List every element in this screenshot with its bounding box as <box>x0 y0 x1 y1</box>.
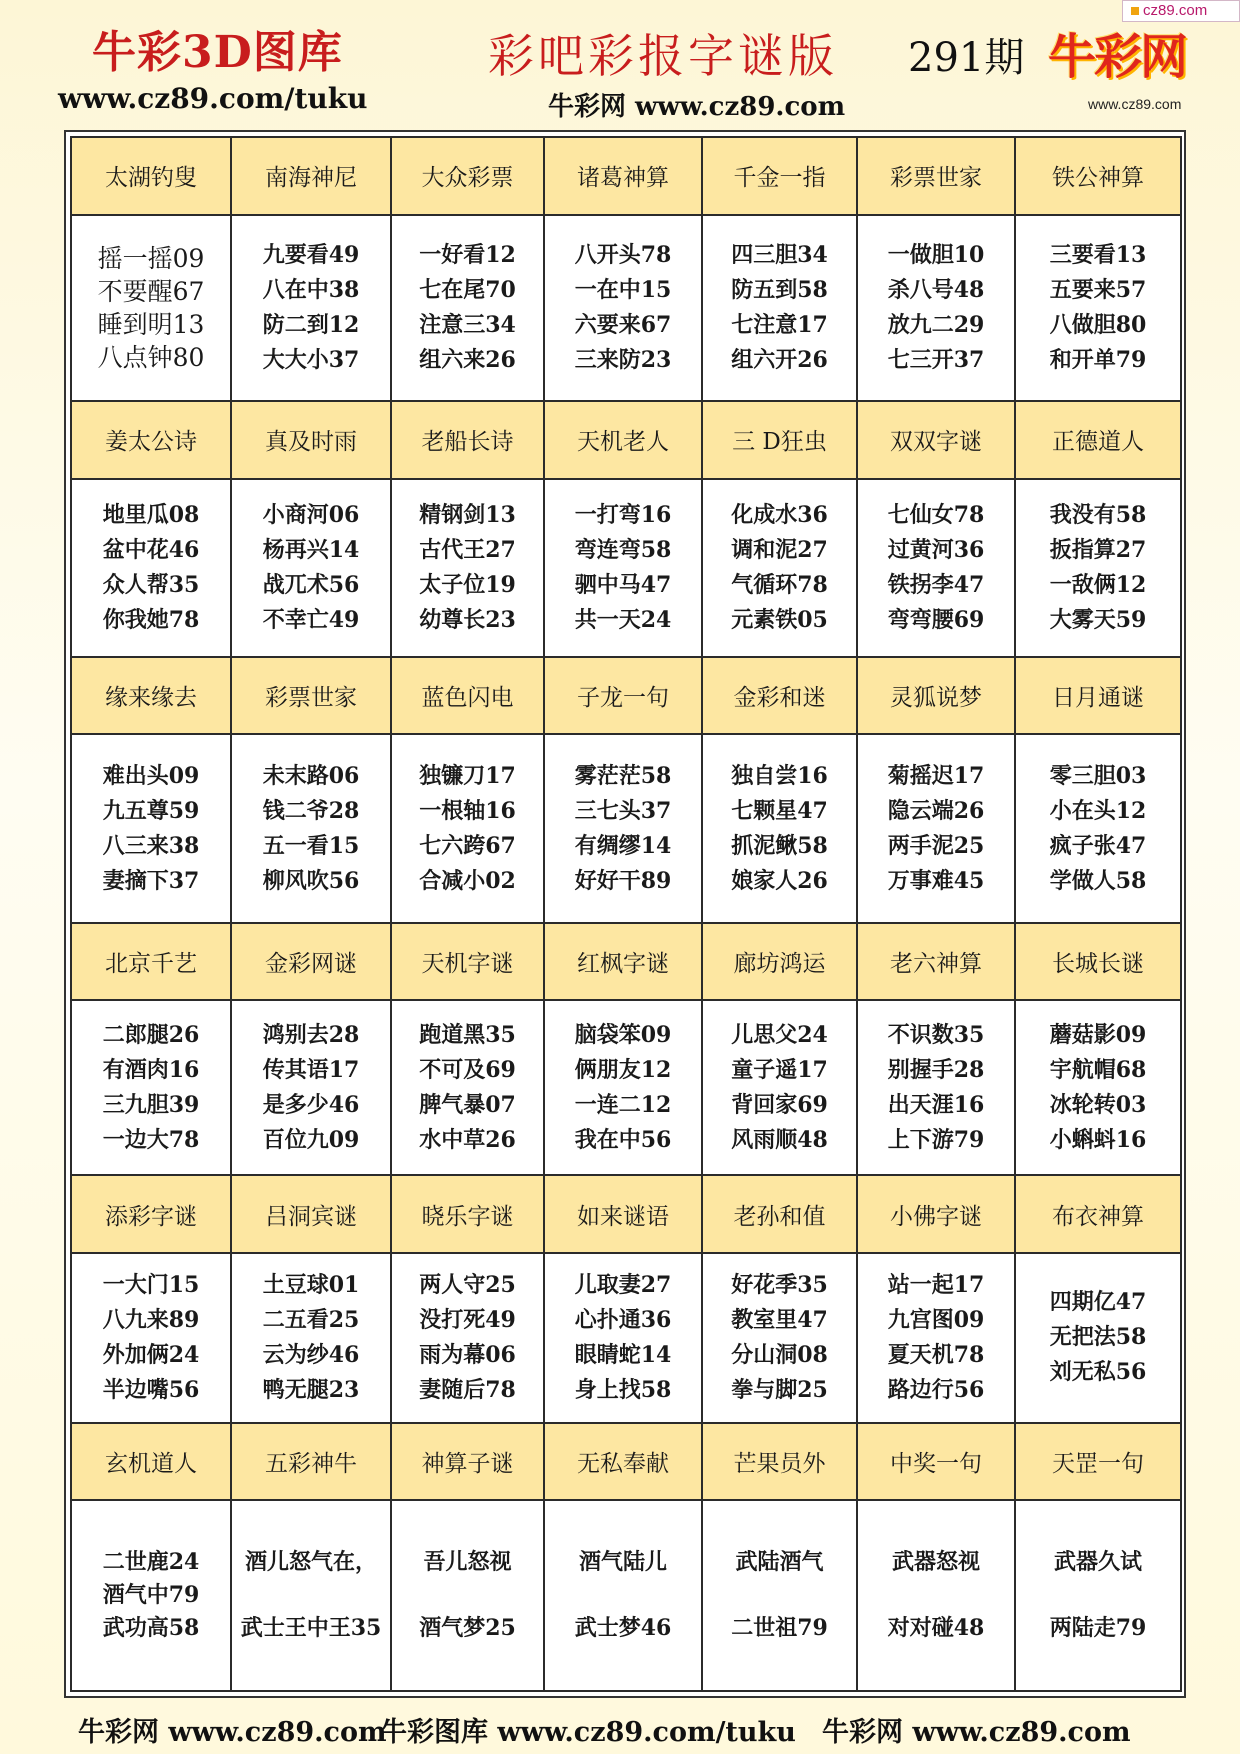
author-name-cell: 缘来缘去 <box>71 657 231 735</box>
clue-line <box>392 1579 543 1612</box>
clue-line: 出天涯16 <box>887 1091 985 1118</box>
author-name-cell: 神算子谜 <box>391 1423 544 1501</box>
clue-line: 没打死49 <box>419 1306 516 1333</box>
clue-line: 宇航帽68 <box>1049 1056 1147 1083</box>
corner-url-badge[interactable] <box>1122 0 1240 22</box>
author-name-cell: 吕洞宾谜 <box>231 1175 391 1253</box>
clue-line: 大大小37 <box>262 346 360 373</box>
author-name-cell: 晓乐字谜 <box>391 1175 544 1253</box>
author-name-cell: 红枫字谜 <box>544 923 702 1001</box>
author-name-cell: 中奖一句 <box>857 1423 1015 1501</box>
clue-line: 七三开37 <box>887 346 985 373</box>
clue-line: 酒气中79 <box>102 1582 200 1609</box>
clue-row <box>71 479 1181 657</box>
author-name-cell: 北京千艺 <box>71 923 231 1001</box>
clue-line: 四三胆34 <box>731 241 828 268</box>
clue-cell <box>391 734 544 923</box>
clue-line: 一在中15 <box>574 276 672 303</box>
clue-line: 二世鹿24 <box>102 1549 200 1576</box>
clue-line: 合减小02 <box>419 867 516 894</box>
clue-line: 妻摘下37 <box>102 867 200 894</box>
clue-cell <box>544 1500 702 1691</box>
clue-line: 脾气暴07 <box>419 1091 516 1118</box>
clue-line: 元素铁05 <box>731 606 828 633</box>
clue-line: 二五看25 <box>262 1306 360 1333</box>
clue-cell <box>391 1500 544 1691</box>
clue-line: 土豆球01 <box>262 1271 360 1298</box>
author-name-cell: 太湖钓叟 <box>71 137 231 215</box>
clue-cell <box>1015 1500 1181 1691</box>
clue-line: 武士梦46 <box>574 1615 672 1642</box>
clue-line: 柳风吹56 <box>262 867 360 894</box>
clue-line: 三七头37 <box>574 797 672 824</box>
clue-cell <box>231 1000 391 1175</box>
clue-line: 古代王27 <box>419 536 516 563</box>
clue-line: 外加俩24 <box>102 1341 200 1368</box>
clue-cell <box>231 734 391 923</box>
clue-line: 和开单79 <box>1049 346 1147 373</box>
clue-line: 是多少46 <box>262 1091 360 1118</box>
site-url[interactable]: 牛彩网 www.cz89.com <box>548 92 846 122</box>
author-name-cell: 天罡一句 <box>1015 1423 1181 1501</box>
clue-line: 七注意17 <box>731 311 828 338</box>
clue-row <box>71 215 1181 402</box>
clue-line: 鸭无腿23 <box>262 1376 360 1403</box>
clue-cell <box>857 479 1015 657</box>
clue-line: 不要醒67 <box>97 276 205 306</box>
clue-line: 传其语17 <box>262 1056 360 1083</box>
clue-cell <box>71 1253 231 1423</box>
name-row <box>71 657 1181 735</box>
author-name-cell: 铁公神算 <box>1015 137 1181 215</box>
author-name-cell: 彩票世家 <box>857 137 1015 215</box>
footer-url-1[interactable]: 牛彩网 www.cz89.com <box>78 1717 387 1748</box>
corner-url-text: cz89.com <box>1143 2 1208 19</box>
author-name-cell: 玄机道人 <box>71 1423 231 1501</box>
clue-line: 雨为幕06 <box>419 1341 516 1368</box>
clue-cell <box>857 215 1015 402</box>
author-name-cell: 千金一指 <box>702 137 857 215</box>
clue-line: 放九二29 <box>887 311 985 338</box>
clue-cell <box>1015 1000 1181 1175</box>
clue-line: 组六开26 <box>731 346 828 373</box>
site-title: 牛彩3D图库 <box>92 27 343 78</box>
author-name-cell: 老孙和值 <box>702 1175 857 1253</box>
clue-line: 小在头12 <box>1049 797 1147 824</box>
clue-line: 别握手28 <box>887 1056 985 1083</box>
clue-cell <box>1015 215 1181 402</box>
clue-line: 七六跨67 <box>419 832 516 859</box>
clue-line: 气循环78 <box>731 571 828 598</box>
clue-line: 酒气陆儿 <box>578 1549 667 1576</box>
author-name-cell: 日月通谜 <box>1015 657 1181 735</box>
author-name-cell: 天机字谜 <box>391 923 544 1001</box>
clue-line: 儿取妻27 <box>574 1271 672 1298</box>
author-name-cell: 蓝色闪电 <box>391 657 544 735</box>
clue-line: 眼睛蛇14 <box>574 1341 672 1368</box>
clue-line: 一大门15 <box>102 1271 200 1298</box>
clue-cell <box>231 479 391 657</box>
clue-line: 一打弯16 <box>574 501 672 528</box>
clue-line: 风雨顺48 <box>731 1126 828 1153</box>
clue-row <box>71 1500 1181 1691</box>
clue-line: 未末路06 <box>262 762 360 789</box>
author-name-cell: 老六神算 <box>857 923 1015 1001</box>
author-name-cell: 如来谜语 <box>544 1175 702 1253</box>
clue-line: 扳指算27 <box>1049 536 1147 563</box>
clue-cell <box>857 734 1015 923</box>
clue-line: 防二到12 <box>262 311 360 338</box>
clue-line: 三来防23 <box>574 346 672 373</box>
clue-line: 水中草26 <box>419 1126 516 1153</box>
clue-line: 一做胆10 <box>887 241 985 268</box>
clue-line: 我在中56 <box>574 1126 672 1153</box>
clue-line: 吾儿怒视 <box>423 1549 512 1576</box>
clue-cell <box>544 1000 702 1175</box>
clue-line: 二世祖79 <box>731 1615 828 1642</box>
clue-line: 有酒肉16 <box>102 1056 200 1083</box>
clue-cell <box>231 215 391 402</box>
clue-cell <box>231 1253 391 1423</box>
author-name-cell: 南海神尼 <box>231 137 391 215</box>
clue-line: 小蝌蚪16 <box>1049 1126 1147 1153</box>
author-name-cell: 天机老人 <box>544 401 702 479</box>
clue-line: 妻随后78 <box>419 1376 516 1403</box>
clue-line: 化成水36 <box>731 501 828 528</box>
clue-line: 九五尊59 <box>102 797 200 824</box>
clue-line: 疯子张47 <box>1049 832 1147 859</box>
clue-cell <box>71 1000 231 1175</box>
clue-line: 两人守25 <box>419 1271 516 1298</box>
clue-line: 九宫图09 <box>887 1306 985 1333</box>
clue-line: 菊摇迟17 <box>887 762 985 789</box>
clue-line: 酒气梦25 <box>419 1615 516 1642</box>
clue-cell <box>702 734 857 923</box>
clue-line: 云为纱46 <box>262 1341 360 1368</box>
author-name-cell: 金彩和迷 <box>702 657 857 735</box>
clue-line: 你我她78 <box>102 606 200 633</box>
author-name-cell: 老船长诗 <box>391 401 544 479</box>
clue-line: 冰轮转03 <box>1049 1091 1147 1118</box>
clue-line: 六要来67 <box>574 311 672 338</box>
clue-line: 组六来26 <box>419 346 516 373</box>
author-name-cell: 布衣神算 <box>1015 1175 1181 1253</box>
clue-cell <box>544 479 702 657</box>
clue-cell <box>702 479 857 657</box>
clue-line: 鸿别去28 <box>262 1021 360 1048</box>
clue-line: 跑道黑35 <box>419 1021 516 1048</box>
clue-line: 一根轴16 <box>419 797 516 824</box>
clue-line: 小商河06 <box>262 501 360 528</box>
clue-cell <box>231 1500 391 1691</box>
clue-line: 五要来57 <box>1049 276 1147 303</box>
clue-line: 七在尾70 <box>419 276 516 303</box>
footer-url-3[interactable]: 牛彩网 www.cz89.com <box>822 1717 1131 1748</box>
clue-line: 八开头78 <box>574 241 672 268</box>
clue-line: 四期亿47 <box>1049 1289 1147 1316</box>
clue-cell <box>544 1253 702 1423</box>
clue-line: 万事难45 <box>887 867 985 894</box>
clue-line <box>1016 1579 1180 1612</box>
clue-line: 有绸缪14 <box>574 832 672 859</box>
clue-cell <box>71 215 231 402</box>
logo-text: 牛彩网 <box>1048 29 1187 85</box>
clue-line: 注意三34 <box>419 311 516 338</box>
author-name-cell: 灵狐说梦 <box>857 657 1015 735</box>
author-name-cell: 彩票世家 <box>231 657 391 735</box>
clue-line: 半边嘴56 <box>102 1376 200 1403</box>
clue-line: 钱二爷28 <box>262 797 360 824</box>
author-name-cell: 芒果员外 <box>702 1423 857 1501</box>
clue-line: 百位九09 <box>262 1126 360 1153</box>
clue-line: 教室里47 <box>731 1306 828 1333</box>
issue-number: 291期 <box>908 35 1025 81</box>
author-name-cell: 廊坊鸿运 <box>702 923 857 1001</box>
clue-line: 不可及69 <box>419 1056 516 1083</box>
clue-cell <box>391 1000 544 1175</box>
clue-line <box>858 1579 1014 1612</box>
tuku-url[interactable]: www.cz89.com/tuku <box>58 82 368 115</box>
author-name-cell: 大众彩票 <box>391 137 544 215</box>
clue-line: 脑袋笨09 <box>574 1021 672 1048</box>
clue-row <box>71 1000 1181 1175</box>
favicon-icon <box>1131 7 1139 15</box>
author-name-cell: 真及时雨 <box>231 401 391 479</box>
name-row <box>71 923 1181 1001</box>
clue-line: 儿思父24 <box>731 1021 828 1048</box>
clue-line: 俩朋友12 <box>574 1056 672 1083</box>
author-name-cell: 姜太公诗 <box>71 401 231 479</box>
clue-line: 弯连弯58 <box>574 536 672 563</box>
clue-line: 独自尝16 <box>731 762 828 789</box>
clue-line: 上下游79 <box>887 1126 985 1153</box>
clue-line: 拳与脚25 <box>731 1376 828 1403</box>
clue-line: 八在中38 <box>262 276 360 303</box>
clue-cell <box>702 1500 857 1691</box>
clue-line: 摇一摇09 <box>97 243 205 273</box>
clue-line <box>545 1579 701 1612</box>
clue-cell <box>702 1000 857 1175</box>
clue-line: 一连二12 <box>574 1091 672 1118</box>
clue-cell <box>71 734 231 923</box>
author-name-cell: 金彩网谜 <box>231 923 391 1001</box>
clue-line: 好好干89 <box>574 867 672 894</box>
clue-cell <box>544 734 702 923</box>
clue-cell <box>391 215 544 402</box>
clue-line: 武器怒视 <box>891 1549 980 1576</box>
clue-line: 零三胆03 <box>1049 762 1147 789</box>
clue-cell <box>544 215 702 402</box>
clue-line: 八做胆80 <box>1049 311 1147 338</box>
clue-line: 娘家人26 <box>731 867 828 894</box>
author-name-cell: 诸葛神算 <box>544 137 702 215</box>
name-row <box>71 1423 1181 1501</box>
name-row <box>71 137 1181 215</box>
clue-line: 无把法58 <box>1049 1324 1147 1351</box>
clue-line: 共一天24 <box>574 606 672 633</box>
clue-line: 武器久试 <box>1053 1549 1142 1576</box>
clue-line: 武士王中王35 <box>240 1615 382 1642</box>
clue-cell <box>857 1500 1015 1691</box>
clue-line: 驷中马47 <box>574 571 672 598</box>
clue-line: 地里瓜08 <box>102 501 200 528</box>
clue-line: 两手泥25 <box>887 832 985 859</box>
clue-line: 八三来38 <box>102 832 200 859</box>
clue-line: 刘无私56 <box>1049 1359 1147 1386</box>
logo-url: www.cz89.com <box>1088 96 1182 112</box>
author-name-cell: 双双字谜 <box>857 401 1015 479</box>
clue-line: 战兀术56 <box>262 571 360 598</box>
clue-line: 大雾天59 <box>1049 606 1147 633</box>
clue-line: 八九来89 <box>102 1306 200 1333</box>
clue-line: 一敌俩12 <box>1049 571 1147 598</box>
clue-line: 武功高58 <box>102 1615 200 1642</box>
clue-line: 盆中花46 <box>102 536 200 563</box>
author-name-cell: 无私奉献 <box>544 1423 702 1501</box>
clue-line: 弯弯腰69 <box>887 606 985 633</box>
clue-cell <box>702 1253 857 1423</box>
clue-line <box>703 1579 856 1612</box>
author-name-cell: 子龙一句 <box>544 657 702 735</box>
clue-cell <box>391 1253 544 1423</box>
clue-line: 三要看13 <box>1049 241 1147 268</box>
page-title: 彩吧彩报字谜版 <box>488 29 838 83</box>
clue-line: 雾茫茫58 <box>574 762 672 789</box>
clue-line: 防五到58 <box>731 276 828 303</box>
clue-cell <box>1015 479 1181 657</box>
clue-line: 身上找58 <box>574 1376 672 1403</box>
name-row <box>71 401 1181 479</box>
clue-line: 武陆酒气 <box>735 1549 824 1576</box>
author-name-cell: 添彩字谜 <box>71 1175 231 1253</box>
clue-line: 独镰刀17 <box>419 762 516 789</box>
clue-line: 二郎腿26 <box>102 1021 200 1048</box>
clue-line: 八点钟80 <box>97 342 205 372</box>
clue-line: 夏天机78 <box>887 1341 985 1368</box>
clue-line: 酒儿怒气在， <box>244 1549 377 1576</box>
clue-line: 不识数35 <box>887 1021 985 1048</box>
clue-cell <box>71 1500 231 1691</box>
clue-line: 幼尊长23 <box>419 606 516 633</box>
clue-cell <box>857 1253 1015 1423</box>
clue-cell <box>1015 734 1181 923</box>
clue-cell <box>1015 1253 1181 1423</box>
clue-line: 铁拐李47 <box>887 571 985 598</box>
clue-line: 过黄河36 <box>887 536 985 563</box>
clue-line: 抓泥鳅58 <box>731 832 828 859</box>
author-name-cell: 小佛字谜 <box>857 1175 1015 1253</box>
clue-line: 精钢剑13 <box>419 501 516 528</box>
clue-line: 好花季35 <box>731 1271 828 1298</box>
clue-line: 杀八号48 <box>887 276 985 303</box>
clue-line: 蘑菇影09 <box>1049 1021 1147 1048</box>
clue-line: 两陆走79 <box>1049 1615 1147 1642</box>
clue-cell <box>857 1000 1015 1175</box>
clue-line: 七仙女78 <box>887 501 985 528</box>
clue-line: 学做人58 <box>1049 867 1147 894</box>
clue-line: 分山洞08 <box>731 1341 828 1368</box>
brand-logo <box>1044 12 1206 112</box>
clue-line: 太子位19 <box>419 571 516 598</box>
author-name-cell: 正德道人 <box>1015 401 1181 479</box>
clue-cell <box>702 215 857 402</box>
clue-line: 三九胆39 <box>102 1091 200 1118</box>
name-row <box>71 1175 1181 1253</box>
clue-line: 对对碰48 <box>887 1615 985 1642</box>
author-name-cell: 三 D狂虫 <box>702 401 857 479</box>
clue-row <box>71 1253 1181 1423</box>
clue-line: 不幸亡49 <box>262 606 360 633</box>
clue-line: 一边大78 <box>102 1126 200 1153</box>
clue-line: 路边行56 <box>887 1376 985 1403</box>
riddle-grid <box>70 136 1182 1692</box>
clue-row <box>71 734 1181 923</box>
clue-line: 童子遥17 <box>731 1056 828 1083</box>
clue-line: 睡到明13 <box>97 309 205 339</box>
clue-line <box>232 1579 390 1612</box>
clue-line: 心扑通36 <box>574 1306 672 1333</box>
clue-cell <box>71 479 231 657</box>
clue-line: 七颗星47 <box>731 797 828 824</box>
clue-line: 调和泥27 <box>731 536 828 563</box>
clue-line: 九要看49 <box>262 241 360 268</box>
author-name-cell: 长城长谜 <box>1015 923 1181 1001</box>
clue-line: 我没有58 <box>1049 501 1147 528</box>
clue-line: 背回家69 <box>731 1091 828 1118</box>
clue-line: 众人帮35 <box>102 571 200 598</box>
author-name-cell: 五彩神牛 <box>231 1423 391 1501</box>
clue-line: 难出头09 <box>102 762 200 789</box>
clue-cell <box>391 479 544 657</box>
clue-line: 杨再兴14 <box>262 536 360 563</box>
clue-line: 五一看15 <box>262 832 360 859</box>
clue-line: 站一起17 <box>887 1271 985 1298</box>
clue-line: 隐云端26 <box>887 797 985 824</box>
clue-line: 一好看12 <box>419 241 516 268</box>
footer-url-2[interactable]: 牛彩图库 www.cz89.com/tuku <box>380 1717 796 1748</box>
